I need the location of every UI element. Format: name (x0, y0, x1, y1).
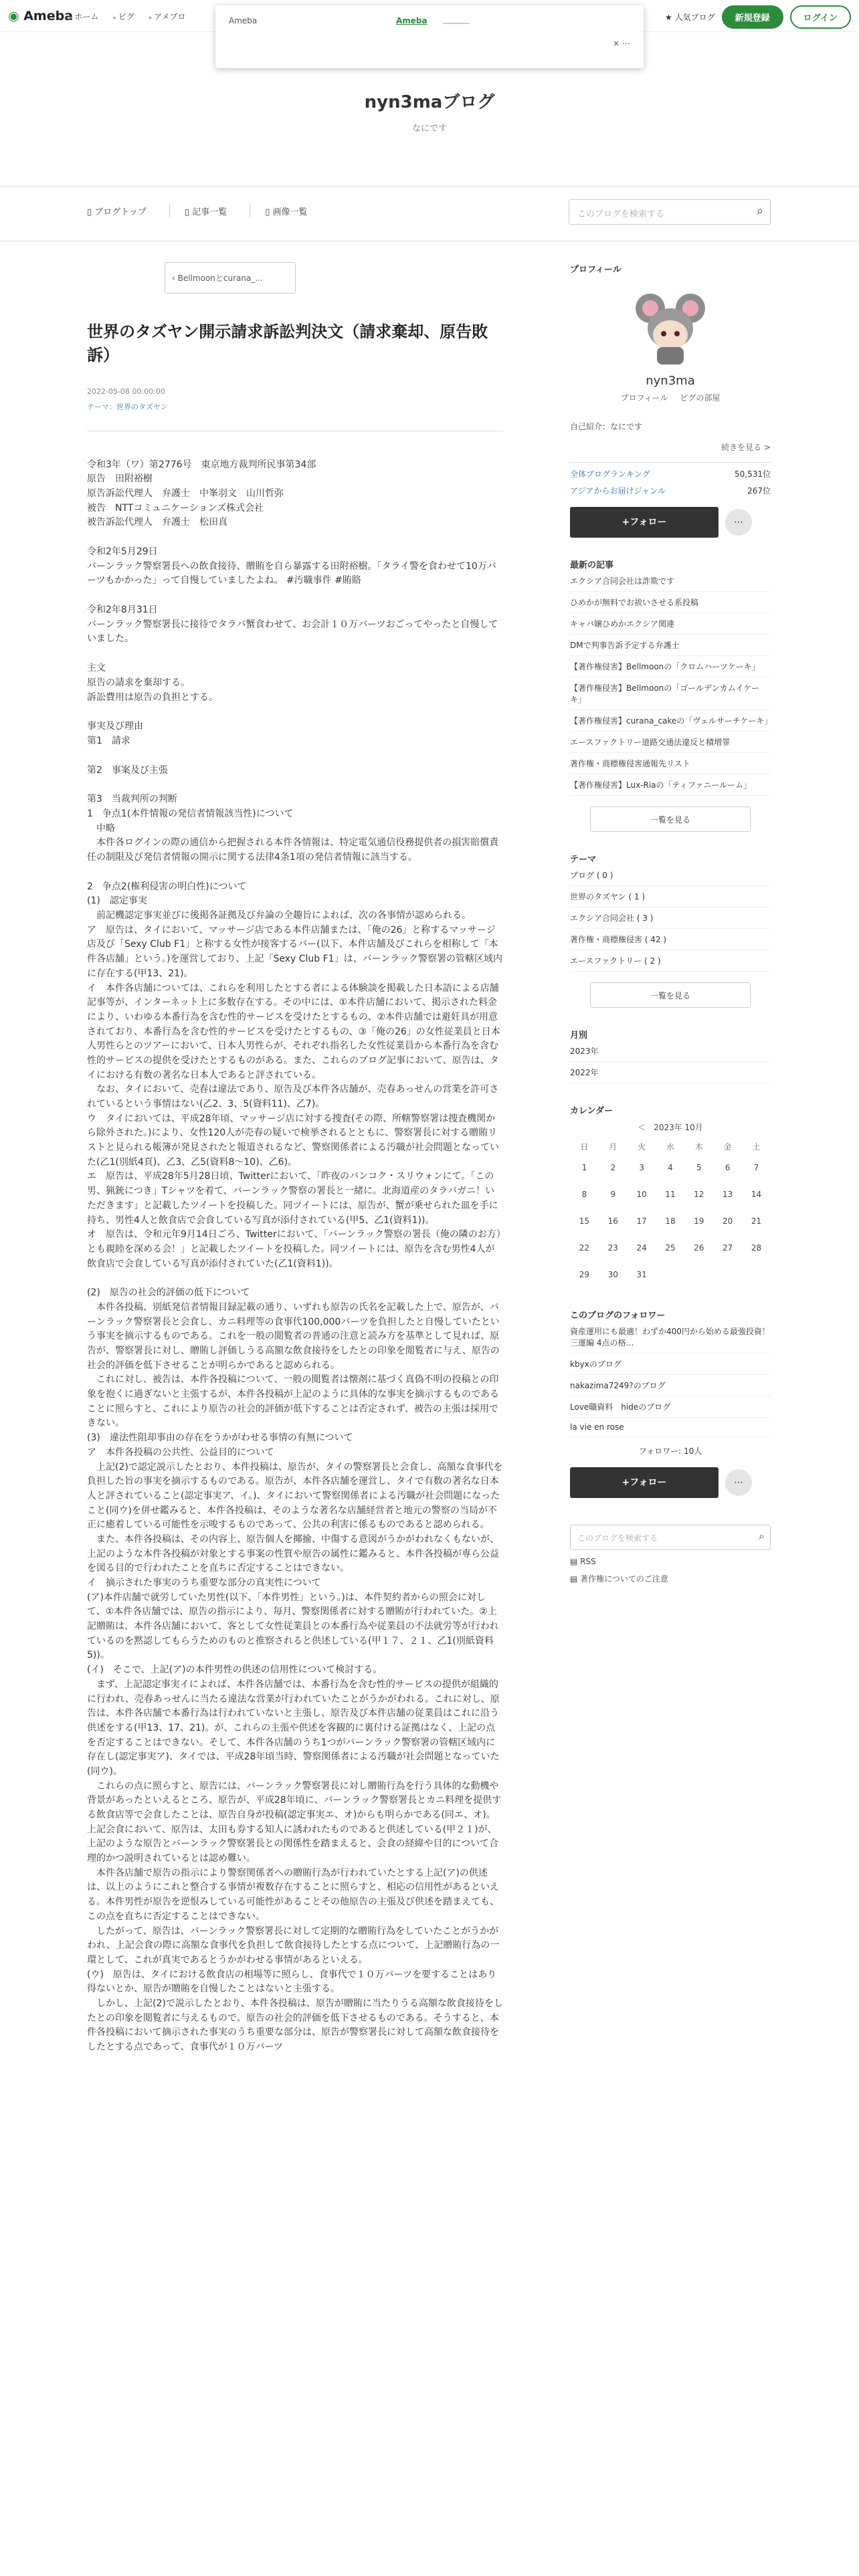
more-icon[interactable]: ⋯ (725, 1469, 752, 1496)
list-item[interactable]: ブログ ( 0 ) (570, 865, 771, 886)
calendar-day: 29 (579, 1270, 590, 1279)
ranking-label[interactable]: アジアからお届けジャンル (570, 486, 666, 496)
calendar-day: 22 (579, 1243, 590, 1253)
calendar-day: 17 (636, 1216, 647, 1226)
profile-links (570, 392, 771, 403)
weekday: 土 (752, 1142, 761, 1152)
list-item[interactable]: Love職資料 hideのブログ (570, 1396, 771, 1418)
list-item[interactable]: kbyxのブログ (570, 1354, 771, 1375)
calendar-day: 15 (579, 1216, 590, 1226)
calendar-day: 7 (753, 1163, 759, 1172)
calendar-day: 27 (723, 1243, 733, 1253)
search-icon[interactable]: ⌕ (756, 204, 763, 218)
calendar-day: 6 (725, 1163, 731, 1172)
list-item[interactable]: エースファクトリー道路交通法違反と積増罪 (570, 732, 771, 753)
list-item[interactable]: 著作権・商標権侵害通報先リスト (570, 753, 771, 774)
popular-blog-link[interactable]: ★ 人気ブログ (665, 13, 715, 22)
nav-pigg[interactable]: ▸ ピグ (113, 11, 134, 22)
list-item[interactable]: 2022年 (570, 1062, 771, 1083)
blog-header (0, 74, 859, 134)
divider (0, 186, 859, 187)
popup-label: Ameba (229, 16, 258, 25)
calendar-day: 11 (665, 1190, 676, 1199)
search-icon[interactable]: ⌕ (759, 1529, 765, 1542)
global-nav (70, 11, 185, 22)
weekday: 水 (666, 1142, 674, 1152)
ranking-row (570, 468, 771, 479)
list-item[interactable]: ひめかが無料でお祓いさせる系投稿 (570, 592, 771, 613)
paragraph: 第2 事案及び主張 (87, 764, 168, 776)
calendar-day: 21 (751, 1216, 762, 1226)
list-item[interactable]: 【著作権侵害】Bellmoonの「ゴールデンカムイケーキ」 (570, 677, 771, 710)
calendar-day: 23 (607, 1243, 618, 1253)
calendar-day: 8 (581, 1190, 587, 1199)
ameba-logo[interactable]: ◉ Ameba (8, 9, 74, 23)
calendar-day: 10 (636, 1190, 647, 1199)
popup-link[interactable]: Ameba (396, 16, 427, 25)
paragraph: 令和2年8月31日 バーンラック警察署長に接待でタラバ蟹食わせて、お会計１０万バーツおごってやったと自慢していました。 (87, 605, 498, 645)
copyright-link[interactable]: ▤ 著作権についてのご注意 (570, 1574, 668, 1584)
rss-icon: ▤ (570, 1557, 578, 1566)
nav-blog-top[interactable]: ▯ ブログトップ (87, 207, 147, 217)
weekday: 日 (580, 1142, 589, 1152)
ranking-label[interactable]: 全体ブログランキング (570, 469, 650, 479)
followers-count: フォロワー: 10人 (638, 1446, 702, 1456)
weekday: 火 (638, 1142, 646, 1152)
list-item[interactable]: 世界のタズヤン ( 1 ) (570, 886, 771, 907)
weekday: 金 (723, 1142, 732, 1152)
list-item[interactable]: エクシア合同会社 ( 3 ) (570, 907, 771, 929)
see-all-button[interactable]: 一覧を見る (590, 982, 751, 1008)
calendar-day: 5 (696, 1163, 702, 1172)
paragraph: 主文 原告の請求を棄却する。 訴訟費用は原告の負担とする。 (87, 663, 218, 703)
calendar-day: 12 (694, 1190, 704, 1199)
search-input[interactable]: このブログを検索する ⌕ (569, 199, 771, 225)
blog-nav (87, 205, 330, 217)
calendar-day: 24 (636, 1243, 647, 1253)
paragraph: 2 争点2(権利侵害の明白性)について (1) 認定事実 前記機認定事実並びに後掲各証拠及び弁論の全趣旨によれば、次の各事情が認められる。 ア 原告は、タイにおいて、マッサージ店である本件店舗または、「俺の26」と称するマッサージ店及び「Sexy Club F1」と称する女性が接客するバー(以下、本件店舗及びこれらを相称して「本件各店舗」という。)を運営しており、上記「Sexy Club F1」は、バーンラック警察署の管轄区域内に存在する(甲13、21)。 イ 本件各店舗については、これらを利用したとする者による体験談を掲載した日本語による店舗記事等が、インターネット上に多数存在する。その中には、①本件店舗において、掲示された料金により、いわゆる本番行為を含む性的サービスを受けたとするもの、②本件店舗では避妊具が用意されており、本番行為を含む性的サービスを受けたとするもの、③「俺の26」の女性従業員と日本人男性らとのツアーにおいて、日本人男性らが、それぞれ指名した女性従業員から本番行為を含む性的サービスの提供を受けたとするものがある。また、これらのブログ記事において、原告は、タイにおける有数の著名な日本人であると評されている。 なお、タイにおいて、売春は違法であり、原告及び本件各店舗が、売春あっせんの営業を許可されているという事情はない(乙2、3、5(資料11)、乙7)。 ウ タイにおいては、平成28年頃、マッサージ店に対する捜査(その際、所轄警察署は捜査機関から除外された。)により、女性120人が売春の疑いで検挙されるとともに、警察署長に対する贈賄リストと見られる帳簿が発見されたと報道されるなど、警察関係者による汚職が社会問題となっていた(乙1(別紙4頁)、乙3、乙5(資料8〜10)、乙6)。 エ 原告は、平成28年5月28日頃、Twitterにおいて、「昨夜のバンコク・スリウォンにて。「この男、猟銃につき」Tシャツを着て、バーンラック警察の署長と一緒に。北海道産のタラバガニ！いただきます」と記載したツイートを投稿した。同ツイートには、原告が、蟹が乗せられた皿を手に持ち、男性4人と飲食店で会食している写真が添付されている(甲5、乙1(資料1))。 オ 原告は、令和元年9月14日ごろ、Twitterにおいて、「バーンラック警察の署長（俺の隣のお方）とも親睦を深める会！」と記載したツイートを投稿した。同ツイートには、原告を含む男性4人が飲食店で会食している写真が添付されていた(乙1(資料1))。 (87, 881, 503, 1269)
read-more-link[interactable]: 続きを見る > (721, 443, 771, 452)
pigg-room-link[interactable]: ピグの部屋 (680, 393, 721, 403)
login-button[interactable]: ログイン (790, 5, 851, 29)
calendar-month[interactable]: ＜ 2023年 10月 (638, 1123, 711, 1132)
list-item[interactable]: エクシア合同会社は詐欺です (570, 570, 771, 592)
profile-link[interactable]: プロフィール (620, 393, 668, 403)
calendar-day (742, 1261, 771, 1288)
profile-name[interactable]: nyn3ma (646, 374, 695, 388)
more-icon[interactable]: ⋯ (725, 509, 752, 536)
list-item[interactable]: 【著作権侵害】curana_cakeの「ヴェルサーチケーキ」 (570, 710, 771, 732)
list-item[interactable]: la vie en rose (570, 1418, 771, 1437)
see-all-button[interactable]: 一覧を見る (590, 807, 751, 832)
sidebar-search-input[interactable]: このブログを検索する ⌕ (570, 1525, 771, 1550)
calendar-day: 28 (751, 1243, 762, 1253)
list-item[interactable]: 資産運用にも最適！わずか400円から始める最強投資！三運編 4点の格… (570, 1321, 771, 1354)
calendar-day: 4 (668, 1163, 673, 1172)
article-theme[interactable]: テーマ：世界のタズヤン (87, 402, 168, 411)
prev-article-link[interactable]: ‹ Bellmoonとcurana_... (165, 262, 296, 294)
calendar-day: 30 (607, 1270, 618, 1279)
avatar[interactable] (627, 282, 714, 368)
ranking-value: 50,531位 (735, 469, 771, 479)
paragraph: 第3 当裁判所の判断 1 争点1(本件情報の発信者情報該当性)について 中略 本件各ログインの際の通信から把握される本件各情報は、特定電気通信役務提供者の損害賠償責任の制限及び発信者情報の開示に関する法律4条1項の発信者情報に該当する。 (87, 794, 499, 863)
calendar-day: 19 (694, 1216, 704, 1226)
calendar-day: 2 (610, 1163, 616, 1172)
follow-button[interactable]: +フォロー (570, 507, 719, 538)
calendar-day: 31 (636, 1270, 647, 1279)
calendar-day: 25 (665, 1243, 676, 1253)
calendar-day (713, 1261, 742, 1288)
calendar-day: 16 (607, 1216, 618, 1226)
monthly-heading: 月別 (570, 1031, 588, 1041)
calendar-heading: カレンダー (570, 1106, 613, 1116)
list-item[interactable]: 【著作権侵害】Bellmoonの「クロムハーツケーキ」 (570, 656, 771, 677)
calendar-day: 9 (610, 1190, 616, 1199)
nav-image-list[interactable]: ▯ 画像一覧 (250, 205, 330, 217)
calendar-day: 13 (723, 1190, 733, 1199)
ranking-row (570, 485, 771, 496)
list-item[interactable]: エースファクトリー ( 2 ) (570, 950, 771, 972)
theme-list (570, 865, 771, 972)
calendar-day: 14 (751, 1190, 762, 1199)
follower-list (570, 1321, 771, 1437)
nav-home[interactable]: ▸ ホーム (70, 11, 98, 22)
rss-link[interactable]: ▤ RSS (570, 1557, 596, 1566)
article-title[interactable]: 世界のタズヤン開示請求訴訟判決文（請求棄却、原告敗訴） (87, 322, 488, 364)
popup-underline (443, 23, 470, 24)
list-item[interactable]: 【著作権侵害】Lux-Riaの「ティファニールーム」 (570, 774, 771, 796)
self-intro: 自己紹介：なにです (570, 422, 643, 431)
follow-row (570, 507, 771, 538)
top-right-actions (665, 5, 851, 29)
recent-heading: 最新の記事 (570, 560, 614, 570)
blog-title[interactable]: nyn3maブログ (364, 92, 495, 112)
list-item[interactable]: nakazima7249?のブログ (570, 1375, 771, 1396)
paragraph: (2) 原告の社会的評価の低下について 本件各投稿、別紙発信者情報目録記載の通り、いずれも原告の氏名を記載した上で、原告が、バーンラック警察署長と会食し、カニ料理等の食事代100,000バーツを負担したと自慢していたという事実を摘示するものである。これを一般の閲覧者の普通の注意と読み方を基準として見れば、原告が、警察署長に対し、贈賄し評価しうる高額な飲食接待をしたとの印象を閲覧者に与え、原告の社会的評価を低下させることが明らかであると認められる。 これに対し、被告は、本件各投稿について、一般の閲覧者は懐剤に基づく真偽不明の投稿との印象を抱くに過ぎないと主張するが、本件各投稿が上記のように具体的な事実を摘示するものであることに照らすと、これにより原告の社会的評価が低下することは否定されず、被告の主張は採用できない。 (3) 違法性阻却事由の存在をうかがわせる事情の有無について ア 本件各投稿の公共性、公益目的について 上記(2)で認定説示したとおり、本件投稿は、原告が、タイの警察署長と会食し、高額な食事代を負担した旨の事実を摘示するものである。原告が、本件各店舗を運営し、タイで有数の著名な日本人と評されていること(認定事実ア、イ。)、タイにおいて警察関係者による汚職が社会問題になったこと(同ウ)を併せ鑑みると、本件各投稿は、そのような著名な店舗経営者と地元の警察の当局が不正に癒着している可能性を示唆するものであって、公共の利害に係るものであると認められる。 また、本件各投稿は、その内容上、原告個人を揶揄、中傷する意図がうかがわれなくもないが、上記のような本件各投稿が対象とする事案の性質や原告の属性に鑑みると、本件各投稿が専ら公益を図る目的で行われたことを直ちに否定することはできない。 イ 摘示された事実のうち重要な部分の真実性について (ア)本件店舗で就労していた男性(以下、「本件男性」という。)は、本件契約者からの照会に対して、①本件各店舗では、原告の指示により、毎月、警察関係者に対する贈賄が行われていた。②上記贈賄は、本件各店舗において、客として女性従業員との本番行為や従業員の不法就労等が行われているのを黙認してもらうためのものと推察されると供述している(甲１７、２１、乙1(別紙資料5))。 (イ) そこで、上記(ア)の本件男性の供述の信用性について検討する。 まず、上記認定事実イによれば、本件各店舗では、本番行為を含む性的サービスの提供が組織的に行われ、売春あっせんに当たる違法な営業が行われていたことがうかがわれる。これに対し、原告は、本件各店舗で本番行為は行われていないと主張し、原告及び本件店舗の従業員はこれに沿う供述をする(甲13、17、21)。が、これらの主張や供述を客観的に裏付ける証拠はなく、上記の点を否定することはできない。そして、本件各店舗のうち1つがバーンラック警察署の管轄区域内に存在し(認定事実ア)、タイでは、平成28年頃当時、警察関係者による汚職が社会問題となっていた(同ウ)。 これらの点に照らすと、原告には、バーンラック警察署長に対し贈賄行為を行う具体的な動機や背景があったといえるところ、原告が、平成28年頃に、バーンラック警察署長とカニ料理を提供する飲食店等で会食したことは、原告自身が投稿(認定事実エ、オ)からも明らかである(同エ、オ)。上記会食において、原告は、太田も券する知人に誘われたものであると供述している(甲２１)が、上記のような原告とバーンラック警察署長との関係性を踏まえると、会食の経緯や目的について合理的かつ説明されているとは認め難い。 本件各店舗で原告の指示により警察関係者への贈賄行為が行われていたとする上記(ア)の供述は、以上のようにこれと整合する事情が複数存在することに照らすと、相応の信用性があるといえる。本件男性が原告を逆恨みしている可能性があることその他原告の主張及び供述を踏まえても、この点を直ちに否定することはできない。 したがって、原告は、バーンラック警察署長に対して定期的な贈賄行為をしていたことがうかがわれ、上記会食の際に高額な食事代を負担して飲食接待したとする点について、上記贈賄行為の一環として、これが真実であるとうかがわせる事情があるといえる。 (ウ) 原告は、タイにおける飲食店の相場等に照らし、食事代で１０万バーツを要することはあり得ないとか、原告が贈賄を自慢したことはないと主張する。 しかし、上記(2)で説示したとおり、本件各投稿は、原告が贈賄に当たりうる高額な飲食接待をしたとの印象を閲覧者に与えるもので、原告の社会的評価を低下させるものである。そうすると、本件各投稿において摘示された事実のうち重要な部分は、原告が警察署長に対して高額な飲食接待をしたとする点であって、食事代が１０万バーツ (87, 1287, 503, 2053)
profile-heading: プロフィール (570, 265, 622, 275)
followers-heading: このブログのフォロワー (570, 1311, 666, 1321)
avatar-image (627, 282, 714, 368)
paragraph: 事実及び理由 第1 請求 (87, 721, 143, 746)
nav-article-list[interactable]: ▯ 記事一覧 (169, 205, 250, 217)
calendar-day: 20 (723, 1216, 733, 1226)
register-button[interactable]: 新規登録 (722, 5, 783, 29)
weekday: 月 (609, 1142, 617, 1152)
ranking-value: 267位 (747, 486, 771, 496)
overlay-popup (215, 5, 644, 68)
paragraph: 令和2年5月29日 バーンラック警察署長への飲食接待、贈賄を自ら暴露する田附裕樹。「タライ警を食わせて10万バーツもかかった」って自慢していましたよね。 #汚職事件 #賄賂 (87, 546, 496, 586)
calendar-day: 18 (665, 1216, 676, 1226)
follow-button[interactable]: +フォロー (570, 1467, 719, 1498)
blog-subtitle: なにです (411, 124, 447, 134)
list-item[interactable]: 2023年 (570, 1041, 771, 1062)
list-item[interactable]: キャバ嬢ひめかエクシア関連 (570, 613, 771, 635)
calendar-grid (570, 1138, 771, 1288)
paragraph: 令和3年（ワ）第2776号 東京地方裁判所民事第34部 原告 田附裕樹 原告訴訟代理人 弁護士 中峯羽文 山川哲弥 被告 NTTコミュニケーションズ株式会社 被告訴訟代理人 弁護士 松田真 (87, 459, 316, 528)
calendar-day (684, 1261, 713, 1288)
document-icon: ▤ (570, 1574, 578, 1584)
divider (570, 462, 771, 463)
list-item[interactable]: DMで判事告訴予定する弁護士 (570, 635, 771, 656)
article-date: 2022-05-08 00:00:00 (87, 387, 165, 396)
month-list (570, 1041, 771, 1083)
theme-heading: テーマ (570, 855, 597, 865)
weekday: 木 (694, 1142, 703, 1152)
close-icon[interactable]: × ⋯ (613, 39, 630, 48)
article-body (87, 458, 503, 2055)
recent-list (570, 570, 771, 796)
follow-row (570, 1467, 771, 1498)
article (87, 242, 503, 2055)
calendar-day (656, 1261, 685, 1288)
nav-ameblo[interactable]: ▸ アメブロ (149, 11, 186, 22)
calendar-day: 26 (694, 1243, 704, 1253)
sidebar (570, 242, 771, 1584)
calendar (570, 1121, 771, 1288)
calendar-day: 3 (639, 1163, 644, 1172)
calendar-day: 1 (581, 1163, 587, 1172)
list-item[interactable]: 著作権・商標権侵害 ( 42 ) (570, 929, 771, 950)
